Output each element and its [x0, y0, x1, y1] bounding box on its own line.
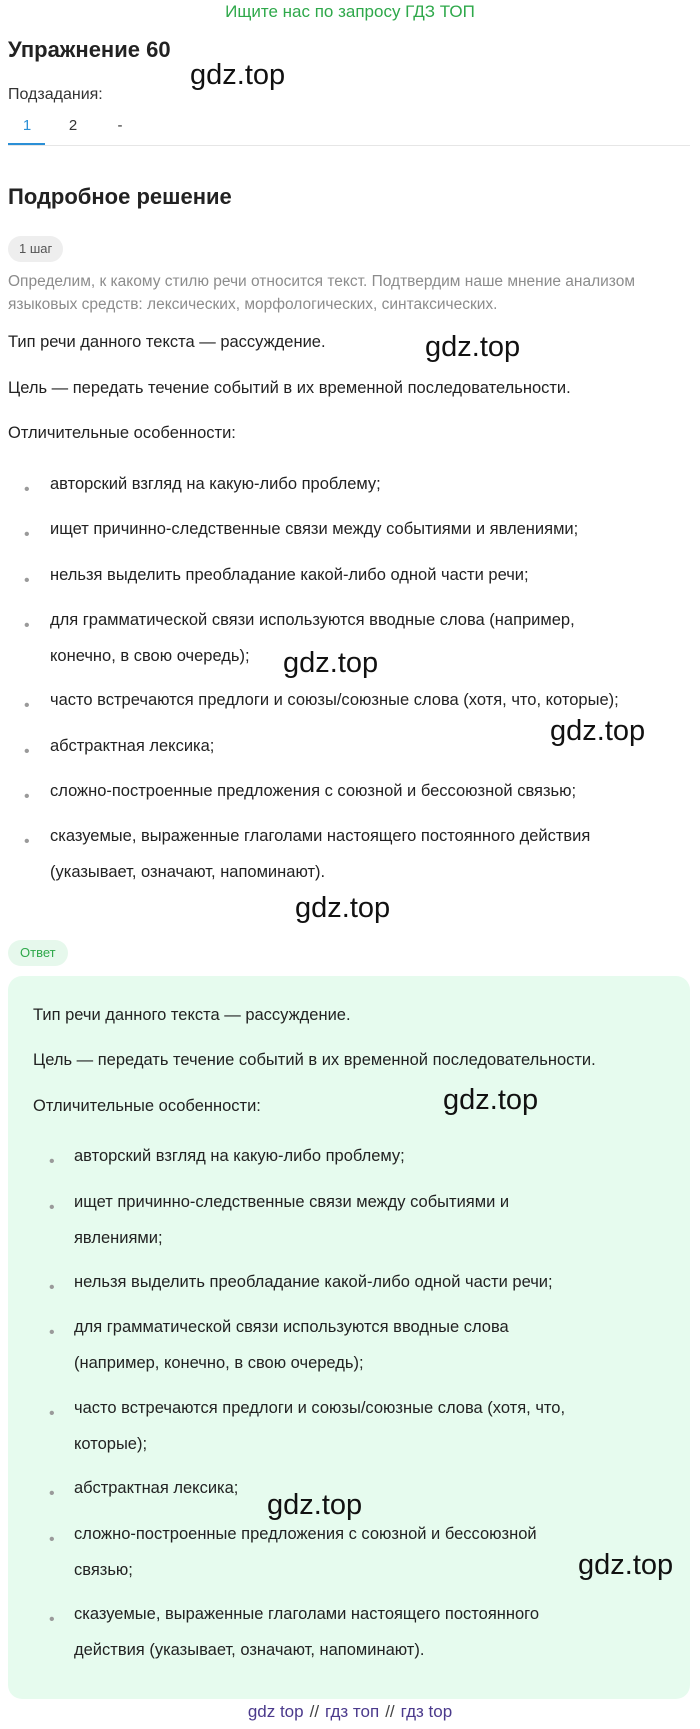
list-item-continuation: явлениями;: [74, 1229, 163, 1247]
top-banner[interactable]: Ищите нас по запросу ГДЗ ТОП: [225, 2, 475, 21]
footer-separator: //: [309, 1702, 320, 1721]
list-item: часто встречаются предлоги и союзы/союзные слова (хотя, что, которые);: [50, 691, 619, 709]
answer-badge: Ответ: [8, 940, 68, 966]
list-item: часто встречаются предлоги и союзы/союзные слова (хотя, что,: [74, 1399, 566, 1417]
bullet-dot: •: [24, 697, 30, 714]
list-item: сложно-построенные предложения с союзной и бессоюзной: [74, 1525, 537, 1543]
list-item-continuation: связью;: [74, 1561, 133, 1579]
bullet-dot: •: [49, 1485, 55, 1502]
answer-features-label: Отличительные особенности:: [33, 1097, 261, 1115]
step-badge: 1 шаг: [8, 236, 63, 262]
list-item: нельзя выделить преобладание какой-либо одной части речи;: [50, 566, 529, 584]
list-item: сказуемые, выраженные глаголами настоящего постоянного: [74, 1605, 539, 1623]
subtasks-label: Подзадания:: [8, 86, 103, 103]
bullet-dot: •: [49, 1531, 55, 1548]
list-item: ищет причинно-следственные связи между событиями и: [74, 1193, 510, 1211]
footer-separator: //: [385, 1702, 395, 1721]
watermark: gdz.top: [425, 331, 521, 363]
bullet-dot: •: [24, 788, 30, 805]
solution-features-label: Отличительные особенности:: [8, 424, 236, 442]
bullet-dot: •: [24, 572, 30, 589]
watermark: gdz.top: [578, 1549, 674, 1581]
bullet-dot: •: [24, 833, 30, 850]
bullet-dot: •: [49, 1611, 55, 1628]
list-item-continuation: (например, конечно, в свою очередь);: [74, 1354, 364, 1372]
bullet-dot: •: [24, 526, 30, 543]
watermark: gdz.top: [295, 892, 391, 924]
tab-subtask-1[interactable]: 1: [22, 117, 32, 134]
answer-type-line: Тип речи данного текста — рассуждение.: [33, 1006, 351, 1024]
tabs-divider: [8, 145, 690, 146]
bullet-dot: •: [49, 1405, 55, 1422]
tab-subtask-2[interactable]: 2: [68, 117, 78, 134]
watermark: gdz.top: [267, 1489, 363, 1521]
step-hint: Определим, к какому стилю речи относится текст. Подтвердим наше мнение анализом языковых средств: лексических, морфологических, синтаксических.: [8, 273, 636, 313]
bullet-dot: •: [49, 1324, 55, 1341]
exercise-title: Упражнение 60: [8, 37, 171, 62]
bullet-dot: •: [24, 481, 30, 498]
list-item: ищет причинно-следственные связи между событиями и явлениями;: [50, 520, 579, 538]
list-item: абстрактная лексика;: [74, 1479, 239, 1497]
footer-link-gdz-top-ru[interactable]: гдз топ: [325, 1702, 380, 1721]
list-item: нельзя выделить преобладание какой-либо одной части речи;: [74, 1273, 553, 1291]
watermark: gdz.top: [190, 59, 286, 91]
answer-goal-line: Цель — передать течение событий в их временной последовательности.: [33, 1051, 596, 1069]
list-item: для грамматической связи используются вводные слова: [74, 1318, 509, 1336]
list-item-continuation: которые);: [74, 1435, 148, 1453]
tab-subtask-3[interactable]: -: [117, 117, 123, 134]
list-item-continuation: действия (указывает, означают, напоминают).: [74, 1641, 425, 1659]
footer-link-gdz-top[interactable]: gdz top: [247, 1702, 304, 1721]
footer-links: [0, 1700, 700, 1724]
solution-type-line: Тип речи данного текста — рассуждение.: [8, 333, 326, 351]
watermark: gdz.top: [283, 647, 379, 679]
watermark: gdz.top: [443, 1084, 539, 1116]
bullet-dot: •: [49, 1279, 55, 1296]
list-item: сказуемые, выраженные глаголами настоящего постоянного действия: [50, 827, 591, 845]
list-item: абстрактная лексика;: [50, 737, 215, 755]
footer-link-gdz-top-mixed[interactable]: гдз top: [400, 1702, 453, 1721]
list-item: сложно-построенные предложения с союзной и бессоюзной связью;: [50, 782, 577, 800]
list-item: авторский взгляд на какую-либо проблему;: [50, 475, 381, 493]
section-title: Подробное решение: [8, 184, 232, 209]
solution-goal-line: Цель — передать течение событий в их временной последовательности.: [8, 379, 571, 397]
watermark: gdz.top: [550, 715, 646, 747]
list-item: для грамматической связи используются вводные слова (например,: [50, 611, 575, 629]
bullet-dot: •: [24, 743, 30, 760]
bullet-dot: •: [49, 1153, 55, 1170]
list-item-continuation: (указывает, означают, напоминают).: [50, 863, 326, 881]
bullet-dot: •: [24, 617, 30, 634]
bullet-dot: •: [49, 1199, 55, 1216]
list-item: авторский взгляд на какую-либо проблему;: [74, 1147, 405, 1165]
list-item-continuation: конечно, в свою очередь);: [50, 647, 250, 665]
